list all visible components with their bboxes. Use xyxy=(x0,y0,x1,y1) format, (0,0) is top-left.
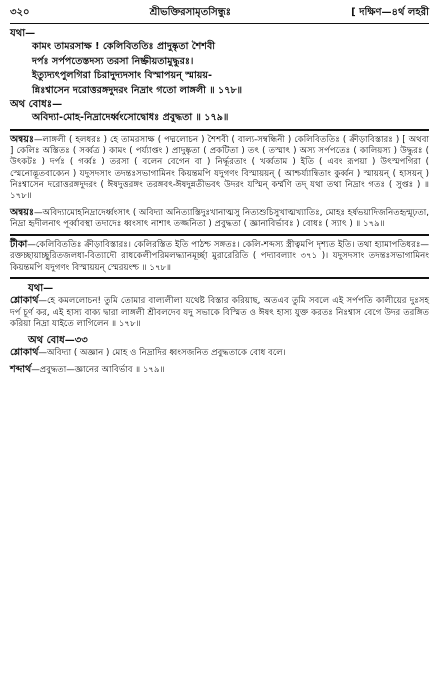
verse-block xyxy=(32,40,429,98)
anvaya-paragraph-1 xyxy=(10,134,429,203)
tika-text: —কেলিবিততিঃ ক্রীড়াবিস্তারঃ। কেলিরস্তিত ইতি পাঠশ্চ সঙ্গতঃ। কেলি-শব্দস্য স্ত্রীত্বমপি দৃশ্যত ইতি। তথা হ্যামাপতিধরঃ—রক্তচ্ছায়াচ্ছুরিতজলধা-বিত্যাদৌ রাধকেলীপরিমলদ্ধ্যানমূর্চ্ছা মুরারেরিতি ( পদ্যাবল্যাং ৩৭১ )। যদুসদসাং তদন্তঃসভাগামিনং কিয়ন্তমপি যদুগণং বিস্মায়য়ন্ স্মেরয়ংশ্চ ॥ ১৭৮॥ xyxy=(10,239,429,273)
header-rule xyxy=(10,23,429,24)
page-number: ৩২০ xyxy=(10,7,30,18)
verse-section-2 xyxy=(10,98,429,126)
shabdartha-heading: শব্দার্থ xyxy=(10,363,32,375)
anvaya-text: —অবিদ্যামোহনিদ্রাদের্ধ্বংসাৎ ( অবিদ্যা অনিত্যাস্তিদুঃখানাত্মসু নিত্যশুচিসুখাত্মখ্যাতিঃ, মোহঃ হর্ষভয়াদিজনিতহৃন্মূঢ়তা, নিদ্রা হৃদীলনাৎ পূর্ব্বাবস্থা তদাদেঃ ধ্বংসাৎ নাশাৎ তজ্জনিতা ) প্রবুদ্ধতা ( জ্ঞানাবির্ভাবঃ ) বোধঃ ( স্যাৎ ) ॥ ১৭৯॥ xyxy=(10,207,429,230)
section-divider xyxy=(10,234,429,236)
bodha-label: অথ বোধ—৩৩ xyxy=(28,335,88,347)
shlokartha-heading: শ্লোকার্থ xyxy=(10,295,39,307)
verse-line: ন্নিঃশ্বাসেন দরোত্তরঙ্গদুদরং নিদ্রাং গতো লাঙ্গলী ॥ ১৭৮॥ xyxy=(32,84,243,96)
section-divider xyxy=(10,277,429,279)
anvaya-heading: অন্বয়ঃ xyxy=(10,133,34,145)
shlokartha-text: —অবিদ্যা ( অজ্ঞান ) মোহ ও নিদ্রাদির ধ্বংসজনিত প্রবুদ্ধতাকে বোধ বলে। xyxy=(38,348,286,359)
section-label: [ দক্ষিণ—৪র্থ লহরী xyxy=(351,7,429,18)
page-header xyxy=(10,6,429,19)
verse-line: কামং তামরসাক্ষ ! কেলিবিততিঃ প্রাদুষ্কৃতা শৈশবী xyxy=(32,41,216,53)
tika-paragraph xyxy=(10,239,429,274)
tika-heading: টীকা xyxy=(10,238,28,250)
verse-line: ইত্যুদ্যৎপুলগিরা চিরাদুদ্যদসাং বিস্মাপয়ন্ স্মায়য়- xyxy=(32,70,213,82)
verse-label: অথ বোধঃ— xyxy=(10,98,63,110)
yatha-label: যথা— xyxy=(28,282,54,294)
shlokartha-paragraph-2 xyxy=(10,347,429,360)
shlokartha-heading: শ্লোকার্থ xyxy=(10,347,39,359)
shlokartha-text: —হে কমললোচন! তুমি তোমার বাল্যলীলা যথেষ্ট বিস্তার করিয়াছ, অতএব তুমি সবলে এই সর্পপতি কালীয়ের দুঃসহ দর্প চূর্ণ কর, এই হাস্য বাক্য দ্বারা লাঙ্গলী শ্রীবলদেব যদু সভাকে বিস্মিত ও ঈষৎ হাস্য যুক্ত করতঃ নিঃশ্বাস বেগে উদর তরঙ্গিত করিয়া নিদ্রা যাইতে লাগিলেন ॥ ১৭৮॥ xyxy=(10,296,429,329)
anvaya-text: —লাঙ্গলী ( হলধরঃ ) হে তামরসাক্ষ ( পদ্মলোচন ) শৈশবী ( বাল্য-সম্বন্ধিনী ) কেলিবিততিঃ ( ক্রীড়াবিস্তারঃ ) [ অথবা ] কেলিঃ অস্তিতঃ ( সর্ব্বত্র ) কামং ( পর্য্যাপ্তং ) প্রাদুষ্কৃতা ( প্রকটিতা ) তৎ ( তস্মাৎ ) অস্য সর্পপতেঃ ( কালিয়স্য ) উদ্ধুরঃ ( উৎকটঃ ) দর্পঃ ( গর্ব্বঃ ) তরসা ( বলেন বেগেন বা ) নির্দ্ধূরতাং ( খর্ব্বতাম ) ইতি ( এবং রূপয়া ) উৎস্মপগিরা ( স্মেনোদ্ভূতবাক্যেন ) যদুসদসাং তদন্তঃসভাগামিনং কিয়ন্তমপি যদুগণং বিস্মায়য়ন্ ( আশ্চর্য্যান্বিতাং কুর্ব্বন ) স্মায়য়ন্ ( হাসয়ন্ ) নিঃশ্বাসেন দরোত্তরঙ্গদুদরং ( ঈষদুত্তরঙ্গং তরঙ্গবৎ-ঈষদুন্নতীভবৎ উদরং যস্মিন্ কর্ম্মণি তদ্ যথা তথা নিদ্রাং গতঃ ( সুপ্তঃ ) ॥ ১৭৮॥ xyxy=(10,134,429,202)
verse-label: যথা— xyxy=(10,28,36,40)
verse-section-1 xyxy=(10,27,429,98)
anvaya-heading: অন্বয়ঃ xyxy=(10,206,34,218)
section-divider xyxy=(10,129,429,131)
verse-line: অবিদ্যা-মোহ-নিদ্রাদের্ধ্বংসোদ্বোধঃ প্রবুদ্ধতা ॥ ১৭৯॥ xyxy=(32,112,229,124)
shabdartha-paragraph xyxy=(10,364,429,377)
verse-line: দর্পঃ সর্পপতেস্তদস্য তরসা নিষ্ক্রীয়তামুদ্ধুরঃ। xyxy=(32,55,194,67)
anvaya-paragraph-2 xyxy=(10,207,429,231)
book-title: শ্রীভক্তিরসামৃতসিন্ধুঃ xyxy=(149,7,231,18)
shabdartha-text: —প্রবুদ্ধতা—জ্ঞানের আবির্ভাব ॥ ১৭৯॥ xyxy=(31,364,165,375)
shlokartha-paragraph-1 xyxy=(10,295,429,330)
